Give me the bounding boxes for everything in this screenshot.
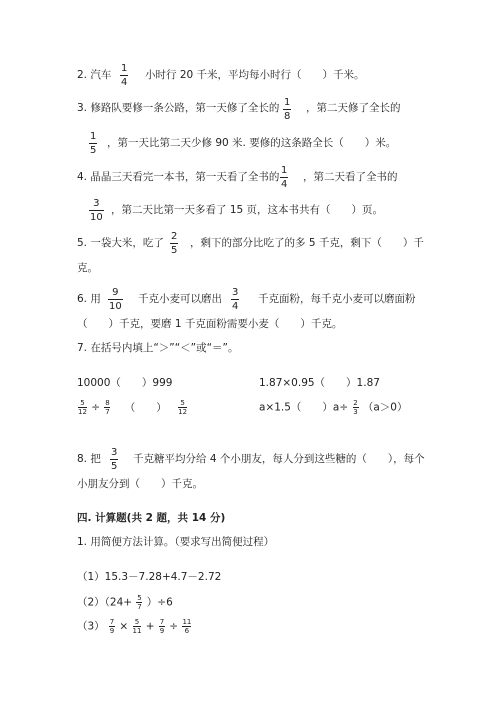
q7-r2c1-frac3: $\frac{5}{12}$ bbox=[178, 399, 188, 416]
q8-text-b: 千克糖平均分给 4 个小朋友，每人分到这些糖的（ ），每个 bbox=[133, 453, 425, 465]
q4-text-b: ，第二天看了全书的 bbox=[303, 171, 398, 183]
q5-text-b: ，剩下的部分比吃了的多 5 千克，剩下（ ）千 bbox=[190, 237, 424, 249]
calc-expr-2-frac: $\frac{5}{7}$ bbox=[137, 594, 142, 611]
q7-r2c2-frac: $\frac{2}{3}$ bbox=[353, 399, 358, 416]
q7-title: 7. 在括号内填上“＞”“＜”或“＝”。 bbox=[77, 342, 239, 354]
q2-text-a: 2. 汽车 bbox=[77, 69, 112, 81]
q7-r2c1-frac1: $\frac{5}{12}$ bbox=[78, 399, 87, 416]
calc-expr-3-frac1: $\frac{7}{9}$ bbox=[109, 618, 115, 635]
q3-text-a: 3. 修路队要修一条公路，第一天修了全长的 bbox=[77, 102, 280, 114]
q6-text-d: （ ）千克，要磨 1 千克面粉需要小麦（ ）千克。 bbox=[77, 318, 343, 330]
q8-fraction: 3 5 bbox=[111, 447, 118, 472]
q6-text-a: 6. 用 bbox=[77, 293, 101, 305]
q5-fraction: 2 5 bbox=[171, 231, 178, 256]
calc-expr-3: （3） $\frac{7}{9}$ × $\frac{5}{11}$ + $\frac{7}{9}$ ÷ $\frac{11}{6}$ bbox=[77, 618, 192, 635]
q4-fraction-1: 1 4 bbox=[281, 165, 288, 190]
q5-text-c: 克。 bbox=[77, 262, 98, 274]
q6-fraction-1: 9 10 bbox=[109, 287, 122, 312]
q4-text-c: ，第二天比第一天多看了 15 页，这本书共有（ ）页。 bbox=[111, 204, 384, 216]
q7-r1c2: 1.87×0.95（ ）1.87 bbox=[259, 377, 380, 389]
calc-expr-3-frac4: $\frac{11}{6}$ bbox=[182, 618, 192, 635]
q3-fraction-2: 1 5 bbox=[90, 131, 97, 156]
q4-text-a: 4. 晶晶三天看完一本书，第一天看了全书的 bbox=[77, 171, 280, 183]
q2-fraction: 1 4 bbox=[121, 63, 128, 88]
section-4-title: 四. 计算题(共 2 题，共 14 分) bbox=[77, 512, 226, 524]
q6-fraction-2: 3 4 bbox=[232, 287, 239, 312]
q8-text-a: 8. 把 bbox=[77, 453, 101, 465]
calc-expr-3-frac2: $\frac{5}{11}$ bbox=[132, 618, 142, 635]
calc-expr-2: （2）（24+ $\frac{5}{7}$ ）÷6 bbox=[77, 594, 173, 611]
q7-r1c1: 10000（ ）999 bbox=[77, 377, 173, 389]
q7-r2c1: $\frac{5}{12}$ ÷ $\frac{8}{7}$ （ ） $\frac{5}{12}$ bbox=[78, 399, 188, 416]
q7-r2c2: a×1.5（ ）a÷ $\frac{2}{3}$ （a＞0） bbox=[259, 399, 408, 416]
q6-text-c: 千克面粉，每千克小麦可以磨面粉 bbox=[258, 293, 416, 305]
calc-expr-1: （1）15.3－7.28+4.7－2.72 bbox=[77, 571, 222, 583]
q3-text-c: ，第一天比第二天少修 90 米. 要修的这条路全长（ ）米。 bbox=[107, 137, 397, 149]
q5-text-a: 5. 一袋大米，吃了 bbox=[77, 237, 164, 249]
calc-expr-3-frac3: $\frac{7}{9}$ bbox=[159, 618, 165, 635]
q8-text-c: 小朋友分到（ ）千克。 bbox=[77, 478, 203, 490]
q7-r2c1-frac2: $\frac{8}{7}$ bbox=[105, 399, 110, 416]
q3-text-b: ，第二天修了全长的 bbox=[306, 102, 401, 114]
q6-text-b: 千克小麦可以磨出 bbox=[138, 293, 222, 305]
section-4-q1: 1. 用简便方法计算。（要求写出简便过程） bbox=[77, 536, 275, 548]
q3-fraction-1: 1 8 bbox=[284, 97, 291, 122]
q2-text-b: 小时行 20 千米，平均每小时行（ ）千米。 bbox=[145, 69, 365, 81]
q4-fraction-2: 3 10 bbox=[90, 198, 103, 223]
